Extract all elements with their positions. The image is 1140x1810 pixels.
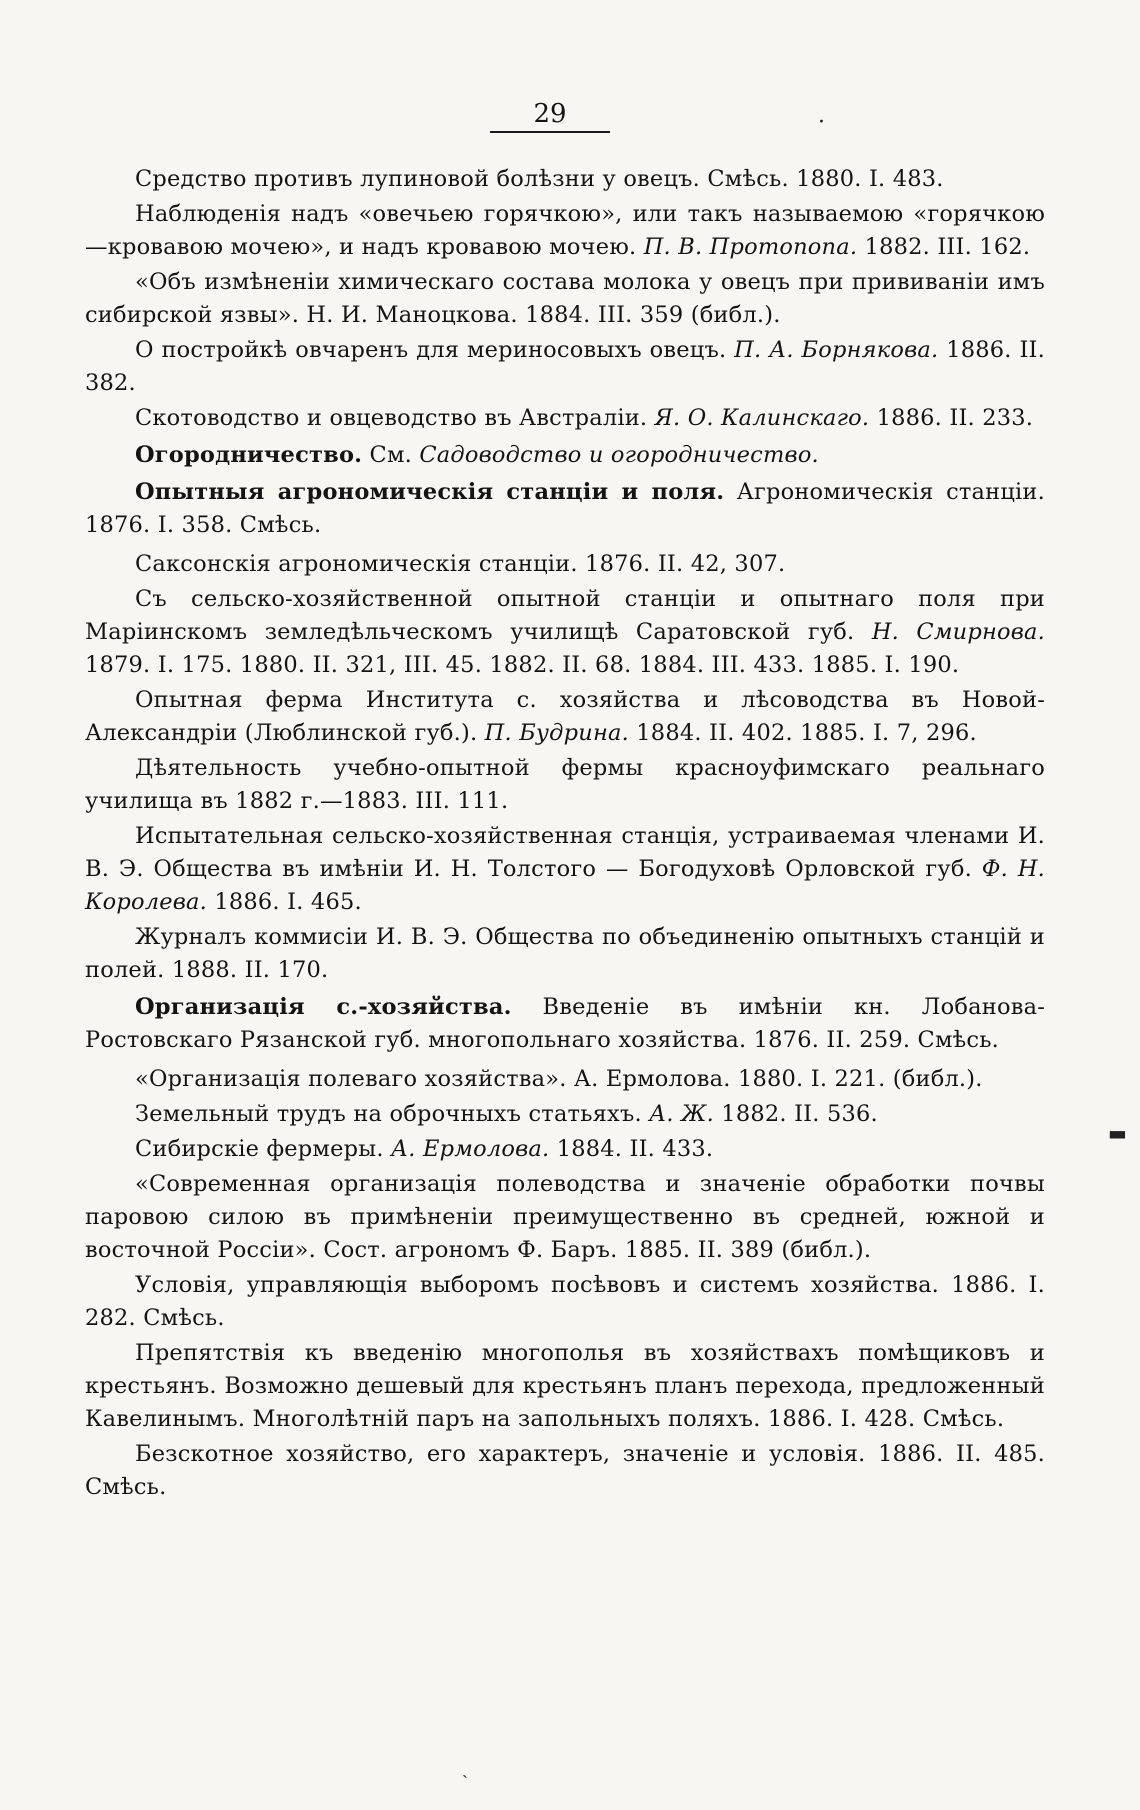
author-name: Н. Смирнова. xyxy=(871,619,1046,645)
author-name: П. А. Борнякова. xyxy=(734,337,939,363)
entry-text: Безскотное хозяйство, его характеръ, значеніе и условія. 1886. II. 485. Смѣсь. xyxy=(85,1441,1045,1500)
bibliography-entry xyxy=(85,402,1045,435)
entry-text: 1886. I. 465. xyxy=(207,889,362,915)
section-entry xyxy=(85,439,1045,472)
section-heading: Организація с.-хозяйства. xyxy=(135,994,512,1020)
bibliography-entry xyxy=(85,1133,1045,1166)
section-heading: Опытныя агрономическія станціи и поля. xyxy=(135,479,725,505)
entry-text: 1882. III. 162. xyxy=(857,234,1031,260)
bibliography-entry xyxy=(85,752,1045,818)
page-number-rule xyxy=(490,131,610,133)
entry-text: Журналъ коммисіи И. В. Э. Общества по объединенію опытныхъ станцій и полей. 1888. II. 170. xyxy=(85,924,1045,983)
bibliography-entry xyxy=(85,820,1045,919)
bibliography-entries xyxy=(85,163,1045,1506)
entry-text: Агрономическія станціи. 1876. I. 358. Смѣсь. xyxy=(85,479,1045,538)
bibliography-entry xyxy=(85,583,1045,682)
entry-text: Саксонскія агрономическія станціи. 1876. II. 42, 307. xyxy=(135,551,786,577)
print-speck-bottom: ˎ xyxy=(462,1758,468,1779)
entry-text: Испытательная сельско-хозяйственная станція, устраиваемая членами И. В. Э. Общества въ имѣніи И. Н. Толстого — Богодуховѣ Орловской губ. xyxy=(85,823,1045,882)
entry-text: Съ сельско-хозяйственной опытной станціи и опытнаго поля при Маріинскомъ земледѣльческомъ училищѣ Саратовской губ. xyxy=(85,586,1045,645)
bibliography-entry xyxy=(85,334,1045,400)
bibliography-entry xyxy=(85,548,1045,581)
entry-text: 1886. II. 233. xyxy=(869,405,1034,431)
entry-text: Препятствія къ введенію многополья въ хозяйствахъ помѣщиковъ и крестьянъ. Возможно дешевый для крестьянъ планъ перехода, предложенный Кавелинымъ. Многолѣтній паръ на запольныхъ поляхъ. 1886. I. 428. Смѣсь. xyxy=(85,1340,1045,1432)
bibliography-entry xyxy=(85,1337,1045,1436)
author-name: Ф. Н. Королева. xyxy=(85,856,1045,915)
entry-text: Наблюденія надъ «овечьею горячкою», или такъ называемою «горячкою—кровавою мочею», и надъ кровавою мочею. xyxy=(85,201,1045,260)
entry-text: Сибирскіе фермеры. xyxy=(135,1136,392,1162)
author-name: П. Будрина. xyxy=(484,720,629,746)
entry-text: 1882. II. 536. xyxy=(713,1101,878,1127)
entry-text: «Современная организація полеводства и значеніе обработки почвы паровою силою въ примѣненіи преимущественно въ средней, южной и восточной Россіи». Сост. агрономъ Ф. Баръ. 1885. II. 389 (библ.). xyxy=(85,1171,1045,1263)
entry-text: Условія, управляющія выборомъ посѣвовъ и системъ хозяйства. 1886. I. 282. Смѣсь. xyxy=(85,1272,1045,1331)
author-name: А. Ермолова. xyxy=(391,1136,550,1162)
entry-text: Скотоводство и овцеводство въ Австраліи. xyxy=(135,405,655,431)
bibliography-entry xyxy=(85,1269,1045,1335)
entry-text: Средство противъ лупиновой болѣзни у овецъ. Смѣсь. 1880. I. 483. xyxy=(135,166,944,192)
entry-text: Введеніе въ имѣніи кн. Лобанова-Ростовскаго Рязанской губ. многопольнаго хозяйства. 1876. II. 259. Смѣсь. xyxy=(85,994,1045,1053)
author-name: А. Ж. xyxy=(649,1101,714,1127)
bibliography-entry xyxy=(85,684,1045,750)
bibliography-entry xyxy=(85,1168,1045,1267)
bibliography-entry xyxy=(85,163,1045,196)
page-number: 29 xyxy=(533,99,567,129)
entry-text: 1884. II. 402. 1885. I. 7, 296. xyxy=(628,720,977,746)
entry-text: «Объ измѣненіи химическаго состава молока у овецъ при прививаніи имъ сибирской язвы». Н. И. Маноцкова. 1884. III. 359 (библ.). xyxy=(85,269,1045,328)
print-speck: · xyxy=(818,110,825,135)
entry-text: «Организація полеваго хозяйства». А. Ермолова. 1880. I. 221. (библ.). xyxy=(135,1066,983,1092)
bibliography-entry xyxy=(85,266,1045,332)
entry-text: 1879. I. 175. 1880. II. 321, III. 45. 1882. II. 68. 1884. III. 433. 1885. I. 190. xyxy=(85,652,960,678)
bibliography-entry xyxy=(85,1063,1045,1096)
bibliography-entry xyxy=(85,921,1045,987)
entry-text: 1886. II. 382. xyxy=(85,337,1045,396)
bibliography-entry xyxy=(85,198,1045,264)
entry-text: Дѣятельность учебно-опытной фермы красноуфимскаго реальнаго училища въ 1882 г.—1883. III. 111. xyxy=(85,755,1045,814)
entry-text: Опытная ферма Института с. хозяйства и лѣсоводства въ Новой-Александріи (Люблинской губ.). xyxy=(85,687,1045,746)
entry-text: Земельный трудъ на оброчныхъ статьяхъ. xyxy=(135,1101,650,1127)
author-name: Я. О. Калинскаго. xyxy=(654,405,870,431)
section-entry xyxy=(85,476,1045,542)
entry-text: 1884. II. 433. xyxy=(549,1136,714,1162)
author-name: П. В. Протопопа. xyxy=(643,234,858,260)
bibliography-entry xyxy=(85,1438,1045,1504)
author-name: Садоводство и огородничество. xyxy=(419,442,819,468)
bibliography-entry xyxy=(85,1098,1045,1131)
section-entry xyxy=(85,991,1045,1057)
margin-mark: ▬ xyxy=(1108,1121,1127,1145)
section-heading: Огородничество. xyxy=(135,442,363,468)
entry-text: См. xyxy=(362,442,420,468)
entry-text: О постройкѣ овчаренъ для мериносовыхъ овецъ. xyxy=(135,337,735,363)
